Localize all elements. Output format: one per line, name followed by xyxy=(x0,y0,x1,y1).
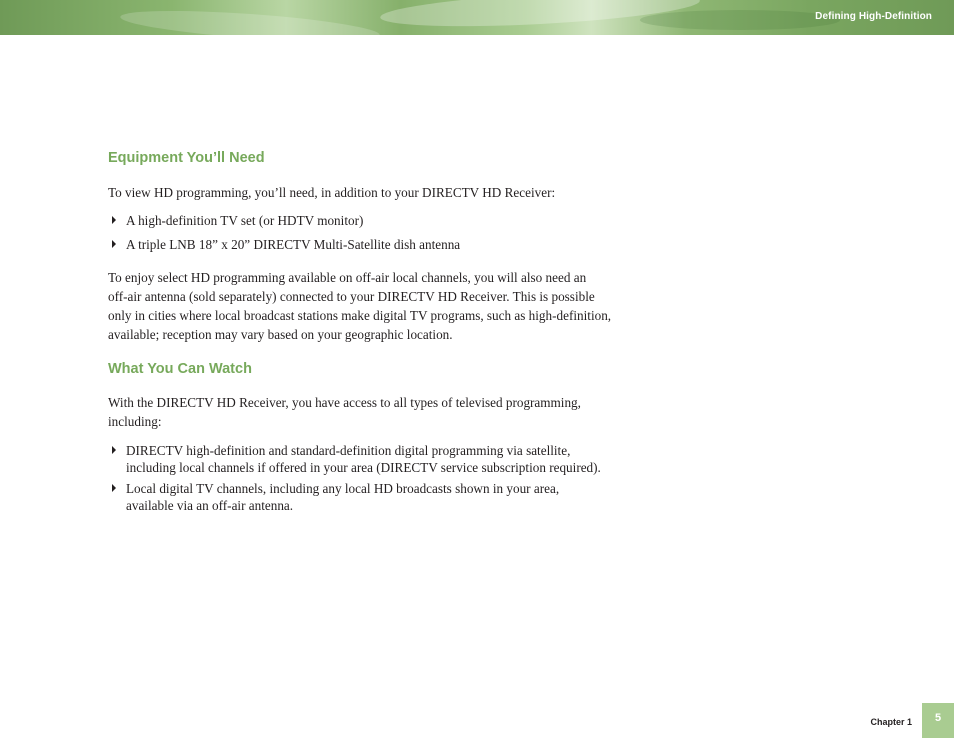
list-item-line: DIRECTV high-definition and standard-definition digital programming via satellite, xyxy=(126,443,571,458)
section-heading-watch: What You Can Watch xyxy=(108,361,252,377)
list-item-text xyxy=(126,442,638,476)
header-decoration xyxy=(119,5,380,35)
paragraph-line: available; reception may vary based on your geographic location. xyxy=(108,327,453,342)
equipment-intro: To view HD programming, you’ll need, in addition to your DIRECTV HD Receiver: xyxy=(108,185,556,200)
section-heading-equipment: Equipment You’ll Need xyxy=(108,150,265,166)
bullet-arrow-icon xyxy=(112,216,116,224)
list-item-text: A triple LNB 18” x 20” DIRECTV Multi-Satellite dish antenna xyxy=(126,237,461,252)
watch-intro xyxy=(108,393,638,431)
header-decoration xyxy=(640,10,840,30)
header-band xyxy=(0,0,954,35)
paragraph-line: With the DIRECTV HD Receiver, you have access to all types of televised programming, xyxy=(108,395,581,410)
running-head: Defining High-Definition xyxy=(815,11,932,22)
paragraph-line: off-air antenna (sold separately) connected to your DIRECTV HD Receiver. This is possible xyxy=(108,289,595,304)
list-item-text xyxy=(126,480,638,514)
paragraph-line: including: xyxy=(108,414,162,429)
list-item-line: Local digital TV channels, including any local HD broadcasts shown in your area, xyxy=(126,481,560,496)
paragraph-line: only in cities where local broadcast stations make digital TV programs, such as high-definition, xyxy=(108,308,612,323)
paragraph-line: To enjoy select HD programming available on off-air local channels, you will also need an xyxy=(108,270,587,285)
page-number: 5 xyxy=(934,712,942,724)
list-item-text: A high-definition TV set (or HDTV monitor) xyxy=(126,213,364,228)
bullet-arrow-icon xyxy=(112,484,116,492)
bullet-arrow-icon xyxy=(112,446,116,454)
list-item-line: available via an off-air antenna. xyxy=(126,498,294,513)
list-item-line: including local channels if offered in your area (DIRECTV service subscription required). xyxy=(126,460,601,475)
antenna-paragraph xyxy=(108,268,638,344)
bullet-arrow-icon xyxy=(112,240,116,248)
page-number-tab xyxy=(922,703,954,738)
chapter-label: Chapter 1 xyxy=(870,717,912,727)
